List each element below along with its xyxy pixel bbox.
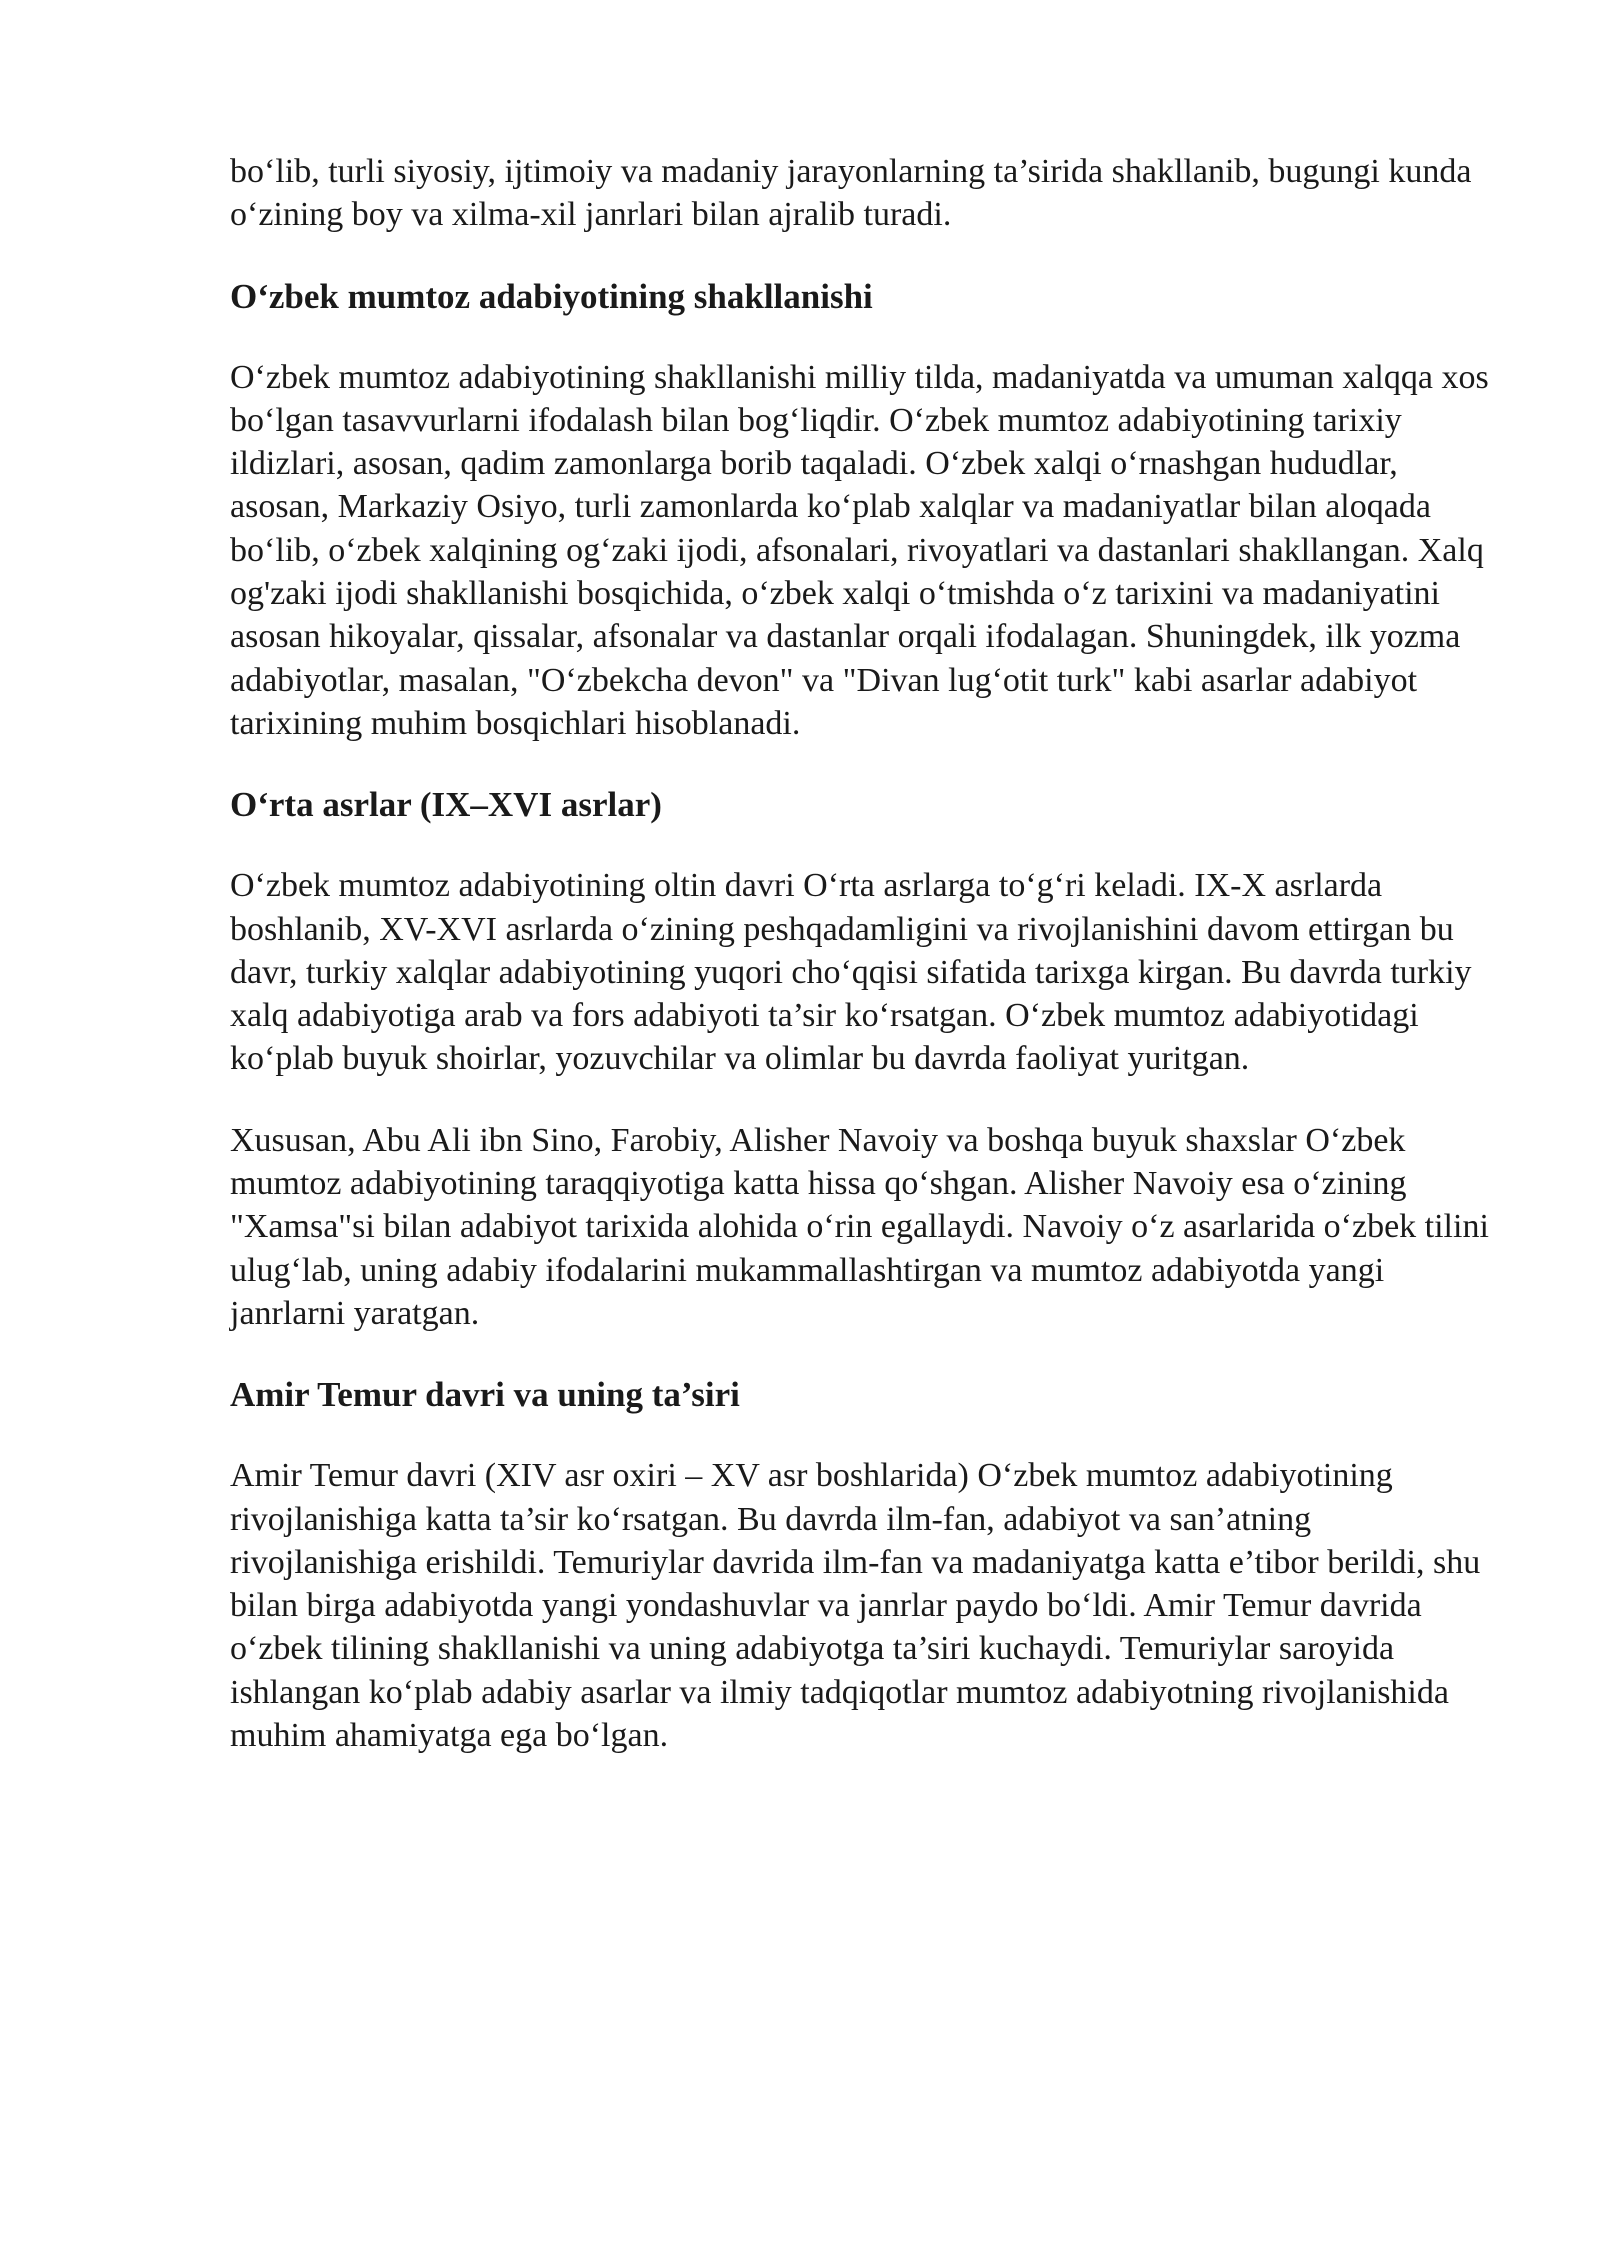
section-heading-shakllanishi: O‘zbek mumtoz adabiyotining shakllanishi bbox=[230, 276, 873, 316]
document-page bbox=[230, 150, 1500, 1757]
section-paragraph: Amir Temur davri (XIV asr oxiri – XV asr boshlarida) O‘zbek mumtoz adabiyotining rivojlanishiga katta ta’sir ko‘rsatgan. Bu davrda ilm-fan, adabiyot va san’atning rivojlanishiga erishildi. Temuriylar davrida ilm-fan va madaniyatga katta e’tibor berildi, shu bilan birga adabiyotda yangi yondashuvlar va janrlar paydo bo‘ldi. Amir Temur davrida o‘zbek tilining shakllanishi va uning adabiyotga ta’siri kuchaydi. Temuriylar saroyida ishlangan ko‘plab adabiy asarlar va ilmiy tadqiqotlar mumtoz adabiyotning rivojlanishida muhim ahamiyatga ega bo‘lgan. bbox=[230, 1457, 1481, 1755]
section-heading-orta-asrlar: O‘rta asrlar (IX–XVI asrlar) bbox=[230, 785, 662, 825]
section-paragraph: O‘zbek mumtoz adabiyotining shakllanishi milliy tilda, madaniyatda va umuman xalqqa xos bo‘lgan tasavvurlarni ifodalash bilan bog‘liqdir. O‘zbek mumtoz adabiyotining tarixiy ildizlari, asosan, qadim zamonlarga borib taqaladi. O‘zbek xalqi o‘rnashgan hududlar, asosan, Markaziy Osiyo, turli zamonlarda ko‘plab xalqlar va madaniyatlar bilan aloqada bo‘lib, o‘zbek xalqining og‘zaki ijodi, afsonalari, rivoyatlari va dastanlari shakllangan. Xalq og'zaki ijodi shakllanishi bosqichida, o‘zbek xalqi o‘tmishda o‘z tarixini va madaniyatini asosan hikoyalar, qissalar, afsonalar va dastanlar orqali ifodalagan. Shuningdek, ilk yozma adabiyotlar, masalan, "O‘zbekcha devon" va "Divan lug‘otit turk" kabi asarlar adabiyot tarixining muhim bosqichlari hisoblanadi. bbox=[230, 358, 1489, 742]
section-paragraph: Xususan, Abu Ali ibn Sino, Farobiy, Alisher Navoiy va boshqa buyuk shaxslar O‘zbek mumtoz adabiyotining taraqqiyotiga katta hissa qo‘shgan. Alisher Navoiy esa o‘zining "Xamsa"si bilan adabiyot tarixida alohida o‘rin egallaydi. Navoiy o‘z asarlarida o‘zbek tilini ulug‘lab, uning adabiy ifodalarini mukammallashtirgan va mumtoz adabiyotda yangi janrlarni yaratgan. bbox=[230, 1121, 1489, 1332]
section-paragraph: O‘zbek mumtoz adabiyotining oltin davri O‘rta asrlarga to‘g‘ri keladi. IX-X asrlarda boshlanib, XV-XVI asrlarda o‘zining peshqadamligini va rivojlanishini davom ettirgan bu davr, turkiy xalqlar adabiyotining yuqori cho‘qqisi sifatida tarixga kirgan. Bu davrda turkiy xalq adabiyotiga arab va fors adabiyoti ta’sir ko‘rsatgan. O‘zbek mumtoz adabiyotidagi ko‘plab buyuk shoirlar, yozuvchilar va olimlar bu davrda faoliyat yuritgan. bbox=[230, 867, 1472, 1078]
section-heading-amir-temur: Amir Temur davri va uning ta’siri bbox=[230, 1375, 740, 1415]
intro-paragraph: bo‘lib, turli siyosiy, ijtimoiy va madaniy jarayonlarning ta’sirida shakllanib, bugungi kunda o‘zining boy va xilma-xil janrlari bilan ajralib turadi. bbox=[230, 153, 1472, 234]
